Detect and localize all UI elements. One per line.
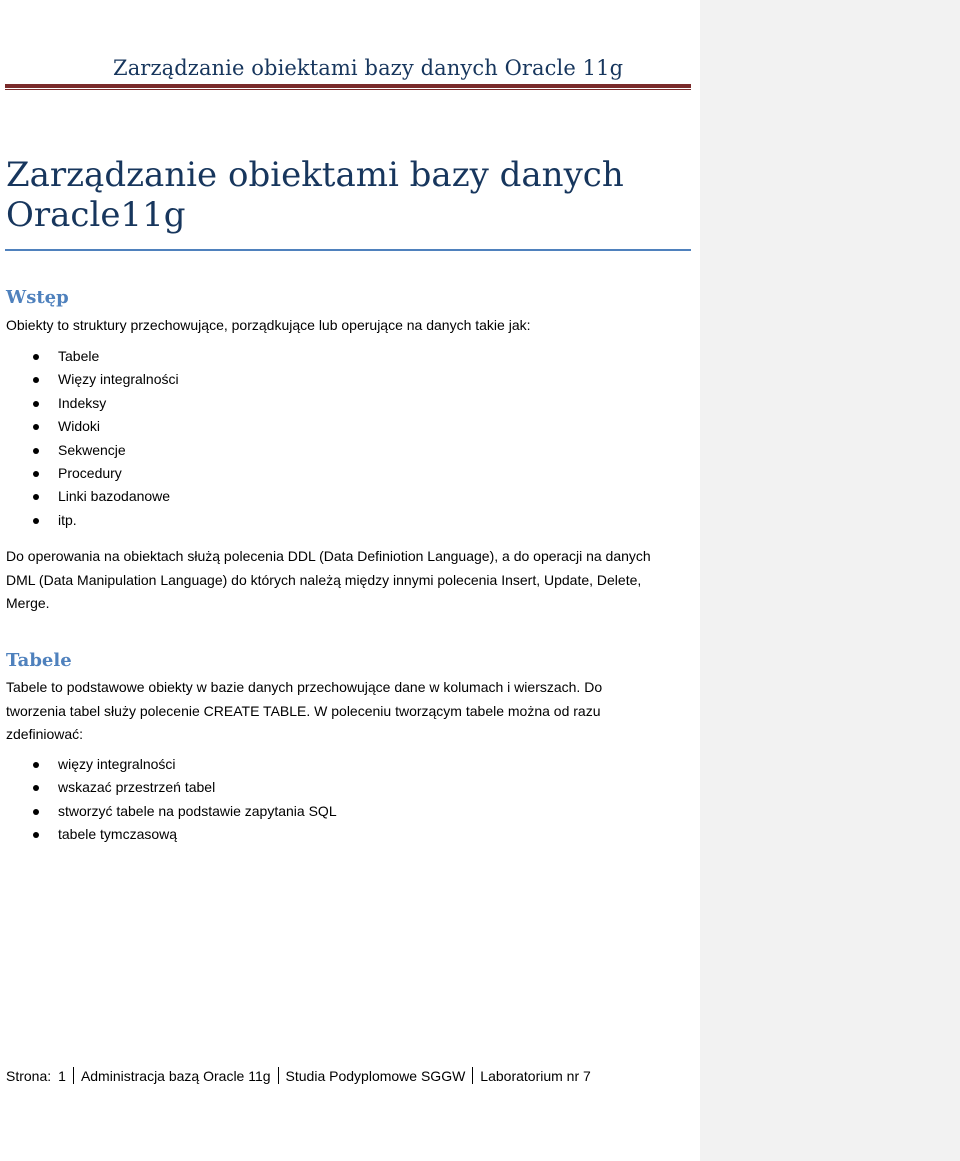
list-item: stworzyć tabele na podstawie zapytania SQL (0, 800, 337, 823)
title-rule (5, 249, 691, 251)
tabele-option-list (0, 753, 337, 847)
bullet-icon (33, 785, 39, 791)
wstep-object-list (0, 345, 179, 532)
bullet-icon (33, 809, 39, 815)
bullet-icon (33, 471, 39, 477)
tabele-paragraph (6, 676, 686, 747)
header-rule (5, 84, 691, 88)
bullet-icon (33, 518, 39, 524)
list-item: Procedury (0, 462, 179, 485)
list-item: Linki bazodanowe (0, 485, 179, 508)
page-footer (6, 1067, 591, 1084)
bullet-icon (33, 762, 39, 768)
running-header: Zarządzanie obiektami bazy danych Oracle 11g (113, 56, 624, 80)
document-title-line-2: Oracle11g (6, 195, 186, 235)
list-item: Indeksy (0, 392, 179, 415)
wstep-intro: Obiekty to struktury przechowujące, porządkujące lub operujące na danych takie jak: (6, 317, 531, 333)
wstep-paragraph (6, 545, 686, 616)
footer-page-number: 1 (58, 1067, 66, 1084)
list-item: więzy integralności (0, 753, 337, 776)
header-rule-thin (5, 89, 691, 90)
bullet-icon (33, 494, 39, 500)
bullet-icon (33, 354, 39, 360)
footer-program: Studia Podyplomowe SGGW (285, 1067, 466, 1084)
bullet-icon (33, 448, 39, 454)
section-heading-wstep: Wstęp (6, 287, 69, 308)
list-item: wskazać przestrzeń tabel (0, 776, 337, 799)
footer-separator (472, 1067, 473, 1084)
footer-page-label: Strona: (6, 1067, 52, 1084)
wstep-paragraph-line-3: Merge. (6, 595, 50, 611)
wstep-paragraph-line-2: DML (Data Manipulation Language) do których należą między innymi polecenia Insert, Update, Delete, (6, 571, 642, 588)
section-heading-tabele: Tabele (6, 650, 72, 671)
bullet-icon (33, 401, 39, 407)
tabele-paragraph-line-1: Tabele to podstawowe obiekty w bazie danych przechowujące dane w kolumach i wierszach. Do (6, 679, 603, 695)
list-item: Więzy integralności (0, 368, 179, 391)
wstep-paragraph-line-1: Do operowania na obiektach służą polecenia DDL (Data Definiotion Language), a do operacji na danych (6, 548, 651, 564)
list-item: Widoki (0, 415, 179, 438)
document-title (6, 155, 666, 235)
footer-lab: Laboratorium nr 7 (480, 1067, 591, 1084)
tabele-paragraph-line-2: tworzenia tabel służy polecenie CREATE TABLE. W poleceniu tworzącym tabele można od razu (6, 702, 601, 719)
list-item: tabele tymczasową (0, 823, 337, 846)
list-item: itp. (0, 509, 179, 532)
bullet-icon (33, 832, 39, 838)
footer-course: Administracja bazą Oracle 11g (80, 1067, 271, 1084)
document-title-line-1: Zarządzanie obiektami bazy danych (6, 155, 624, 195)
footer-separator (278, 1067, 279, 1084)
bullet-icon (33, 377, 39, 383)
list-item: Sekwencje (0, 439, 179, 462)
list-item: Tabele (0, 345, 179, 368)
bullet-icon (33, 424, 39, 430)
comment-margin-pane (700, 0, 960, 1161)
footer-separator (73, 1067, 74, 1084)
tabele-paragraph-line-3: zdefiniować: (6, 726, 84, 742)
